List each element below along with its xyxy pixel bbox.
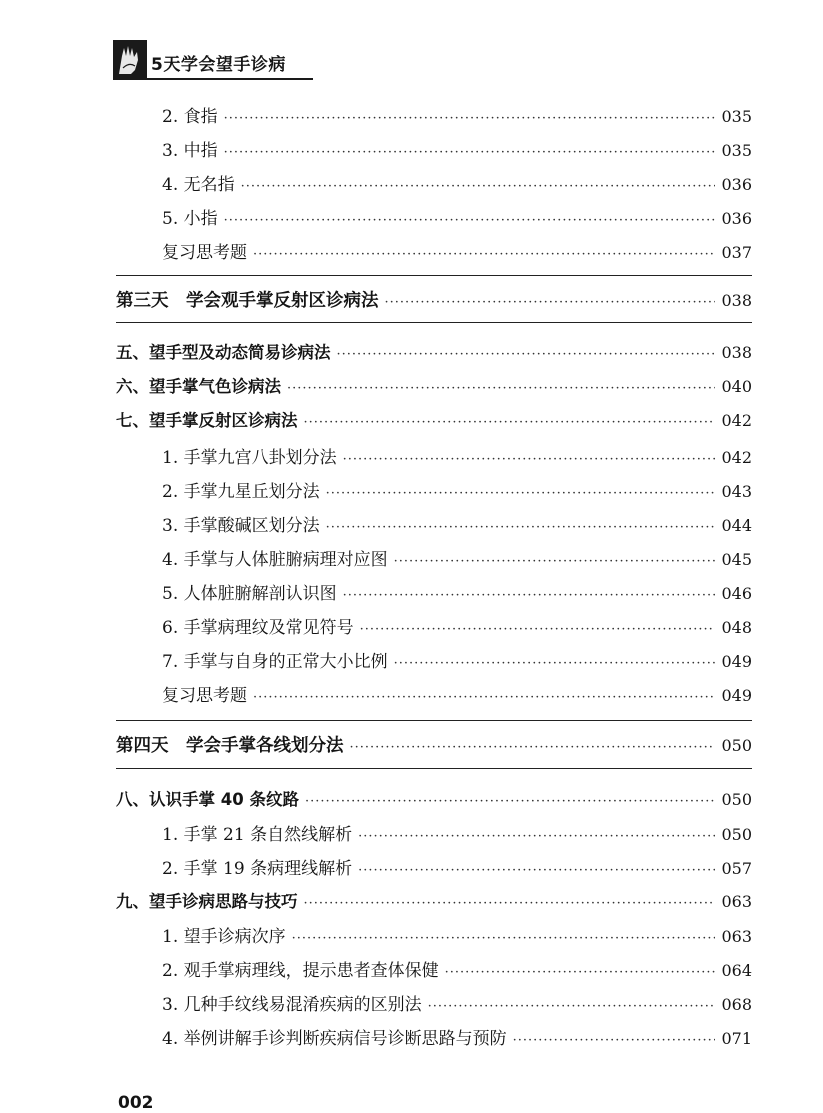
toc-entry-label: 5. 人体脏腑解剖认识图: [162, 584, 337, 604]
leader-dots: [304, 896, 716, 911]
toc-section[interactable]: [116, 339, 752, 369]
leader-dots: [305, 794, 716, 809]
toc-entry-page: 063: [721, 927, 752, 946]
hand-logo-icon: [113, 40, 147, 78]
toc-entry[interactable]: [162, 990, 752, 1020]
leader-dots: [326, 486, 716, 501]
section-label: 九、望手诊病思路与技巧: [116, 892, 298, 911]
toc-entry-label: 1. 望手诊病次序: [162, 927, 286, 947]
toc-entry-label: 3. 手掌酸碱区划分法: [162, 516, 320, 536]
toc-entry-label: 4. 手掌与人体脏腑病理对应图: [162, 550, 388, 570]
toc-entry-label: 复习思考题: [162, 686, 247, 706]
leader-dots: [394, 554, 716, 569]
leader-dots: [253, 690, 715, 705]
leader-dots: [513, 1033, 716, 1048]
leader-dots: [304, 415, 716, 430]
toc-entry[interactable]: [162, 681, 752, 711]
toc-entry-label: 4. 无名指: [162, 175, 235, 195]
toc-entry[interactable]: [162, 545, 752, 575]
toc-entry[interactable]: [162, 102, 752, 132]
chapter-rule: [116, 768, 752, 769]
section-label: 六、望手掌气色诊病法: [116, 377, 281, 396]
toc-entry[interactable]: [162, 1024, 752, 1054]
leader-dots: [287, 381, 715, 396]
toc-entry-label: 2. 观手掌病理线，提示患者查体保健: [162, 961, 439, 981]
toc-entry[interactable]: [162, 956, 752, 986]
section-label: 五、望手型及动态简易诊病法: [116, 343, 331, 362]
leader-dots: [428, 999, 716, 1014]
toc-entry-page: 037: [721, 243, 752, 262]
toc-entry-label: 2. 食指: [162, 107, 218, 127]
header-rule: [113, 78, 313, 80]
chapter-page: 050: [721, 736, 752, 755]
toc-entry-page: 036: [721, 175, 752, 194]
toc-section[interactable]: [116, 373, 752, 403]
toc-entry-label: 6. 手掌病理纹及常见符号: [162, 618, 354, 638]
toc-entry-page: 046: [721, 584, 752, 603]
toc-entry[interactable]: [162, 579, 752, 609]
leader-dots: [360, 622, 716, 637]
toc-entry[interactable]: [162, 854, 752, 884]
toc-section[interactable]: [116, 888, 752, 918]
chapter-heading[interactable]: [116, 287, 752, 317]
section-page: 038: [721, 343, 752, 362]
chapter-rule: [116, 720, 752, 721]
section-label: 七、望手掌反射区诊病法: [116, 411, 298, 430]
chapter-rule: [116, 322, 752, 323]
leader-dots: [224, 111, 716, 126]
toc-entry-label: 2. 手掌 19 条病理线解析: [162, 859, 353, 879]
toc-entry-page: 071: [721, 1029, 752, 1048]
toc-entry-label: 5. 小指: [162, 209, 218, 229]
toc-entry-label: 1. 手掌 21 条自然线解析: [162, 825, 353, 845]
toc-entry-page: 044: [721, 516, 752, 535]
leader-dots: [385, 295, 716, 310]
toc-entry-page: 043: [721, 482, 752, 501]
toc-entry-page: 064: [721, 961, 752, 980]
leader-dots: [358, 829, 715, 844]
toc-entry-page: 057: [721, 859, 752, 878]
toc-entry[interactable]: [162, 170, 752, 200]
toc-entry-label: 3. 几种手纹线易混淆疾病的区别法: [162, 995, 422, 1015]
page-number: 002: [118, 1093, 154, 1113]
toc-entry-page: 050: [721, 825, 752, 844]
book-title: 5天学会望手诊病: [151, 55, 286, 75]
toc-entry-label: 1. 手掌九宫八卦划分法: [162, 448, 337, 468]
chapter-page: 038: [721, 291, 752, 310]
toc-entry-page: 048: [721, 618, 752, 637]
toc-entry[interactable]: [162, 477, 752, 507]
toc-entry[interactable]: [162, 204, 752, 234]
toc-entry[interactable]: [162, 613, 752, 643]
chapter-label: 第四天 学会手掌各线划分法: [116, 736, 344, 756]
toc-entry[interactable]: [162, 820, 752, 850]
section-page: 042: [721, 411, 752, 430]
leader-dots: [337, 347, 716, 362]
chapter-rule: [116, 275, 752, 276]
toc-entry-page: 045: [721, 550, 752, 569]
leader-dots: [343, 588, 716, 603]
running-header: [113, 40, 313, 82]
leader-dots: [224, 145, 716, 160]
toc-entry-page: 035: [721, 107, 752, 126]
toc-entry[interactable]: [162, 511, 752, 541]
leader-dots: [224, 213, 716, 228]
toc-entry-page: 036: [721, 209, 752, 228]
leader-dots: [350, 740, 716, 755]
leader-dots: [343, 452, 716, 467]
toc-entry-page: 049: [721, 686, 752, 705]
toc-entry[interactable]: [162, 136, 752, 166]
toc-entry[interactable]: [162, 922, 752, 952]
toc-entry-page: 042: [721, 448, 752, 467]
toc-section[interactable]: [116, 786, 752, 816]
toc-entry-page: 035: [721, 141, 752, 160]
leader-dots: [394, 656, 716, 671]
section-label: 八、认识手掌 40 条纹路: [116, 790, 299, 809]
toc-entry-page: 049: [721, 652, 752, 671]
toc-entry-label: 7. 手掌与自身的正常大小比例: [162, 652, 388, 672]
leader-dots: [253, 247, 715, 262]
leader-dots: [445, 965, 716, 980]
leader-dots: [292, 931, 716, 946]
leader-dots: [326, 520, 716, 535]
section-page: 063: [721, 892, 752, 911]
toc-entry-label: 2. 手掌九星丘划分法: [162, 482, 320, 502]
toc-entry-label: 复习思考题: [162, 243, 247, 263]
toc-entry[interactable]: [162, 647, 752, 677]
section-page: 050: [721, 790, 752, 809]
toc-entry[interactable]: [162, 443, 752, 473]
leader-dots: [358, 863, 715, 878]
toc-entry-label: 3. 中指: [162, 141, 218, 161]
section-page: 040: [721, 377, 752, 396]
chapter-heading[interactable]: [116, 732, 752, 762]
toc-entry-label: 4. 举例讲解手诊判断疾病信号诊断思路与预防: [162, 1029, 507, 1049]
leader-dots: [241, 179, 716, 194]
chapter-label: 第三天 学会观手掌反射区诊病法: [116, 291, 379, 311]
toc-entry-page: 068: [721, 995, 752, 1014]
toc-entry[interactable]: [162, 238, 752, 268]
toc-section[interactable]: [116, 407, 752, 437]
